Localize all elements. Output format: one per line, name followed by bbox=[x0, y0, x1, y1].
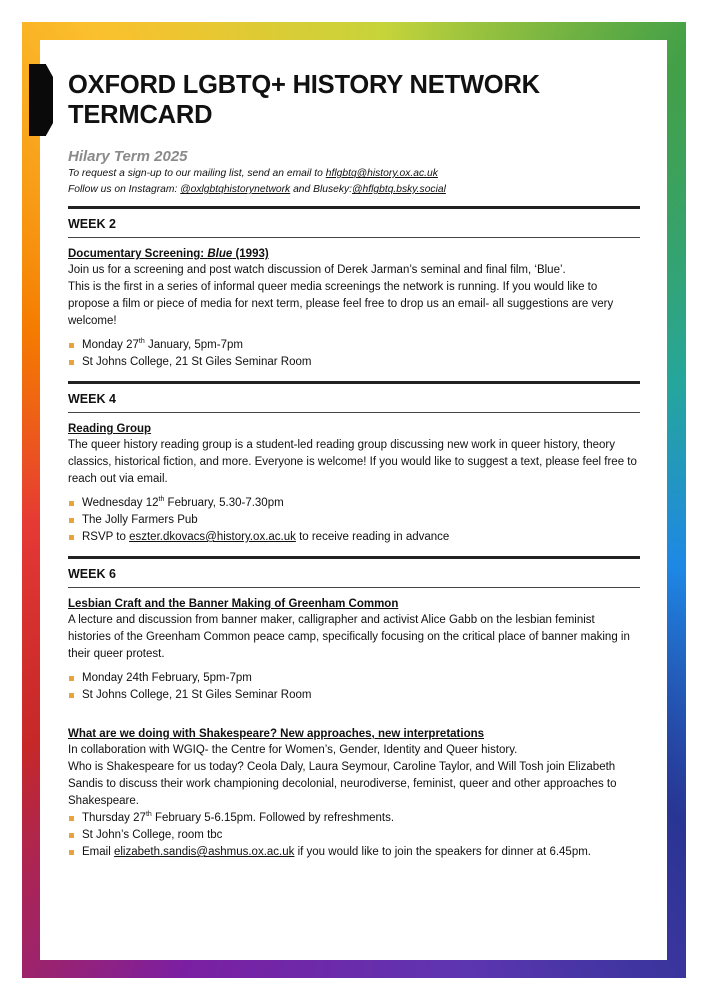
event-details-list bbox=[68, 495, 640, 546]
intro-social-line: Follow us on Instagram: @oxlgbtqhistorynetwork and Bluseky:@hflgbtq.bsky.social bbox=[68, 184, 446, 195]
event-details-list bbox=[68, 670, 640, 704]
list-item: St Johns College, 21 St Giles Seminar Room bbox=[68, 687, 640, 704]
event-title-reading-group: Reading Group bbox=[68, 423, 152, 435]
page-title: OXFORD LGBTQ+ HISTORY NETWORK TERMCARD bbox=[68, 71, 540, 129]
termcard-content bbox=[68, 70, 640, 861]
event-description: A lecture and discussion from banner maker, calligrapher and activist Alice Gabb on the lesbian feminist histories of the Greenham Common peace camp, specifically focusing on the critical place of banner making in their queer protest. bbox=[68, 614, 630, 660]
list-item: The Jolly Farmers Pub bbox=[68, 512, 640, 529]
bluesky-link[interactable]: @hflgbtq.bsky.social bbox=[352, 184, 446, 195]
event-details-list bbox=[68, 810, 640, 861]
section-divider-thin bbox=[68, 237, 640, 238]
list-item: St Johns College, 21 St Giles Seminar Room bbox=[68, 354, 640, 371]
week-4-heading: WEEK 4 bbox=[68, 392, 116, 406]
section-divider-thin bbox=[68, 412, 640, 413]
speaker-email-link[interactable]: elizabeth.sandis@ashmus.ox.ac.uk bbox=[113, 846, 295, 858]
week-2-heading: WEEK 2 bbox=[68, 217, 116, 231]
section-divider-thin bbox=[68, 587, 640, 588]
mailing-email-link[interactable]: hflgbtq@history.ox.ac.uk bbox=[325, 168, 438, 179]
event-description: This is the first in a series of informal queer media screenings the network is running. If you would like to propose a film or piece of media for next term, please feel free to drop us an email- all suggestions are very welcome! bbox=[68, 281, 614, 327]
term-subtitle: Hilary Term 2025 bbox=[68, 148, 188, 165]
list-item: St John’s College, room tbc bbox=[68, 827, 640, 844]
list-item: Monday 24th February, 5pm-7pm bbox=[68, 670, 640, 687]
black-tab-marker bbox=[29, 64, 53, 136]
event-title-shakespeare: What are we doing with Shakespeare? New approaches, new interpretations bbox=[68, 728, 485, 740]
instagram-link[interactable]: @oxlgbtqhistorynetwork bbox=[180, 184, 291, 195]
list-item: Wednesday 12th February, 5.30-7.30pm bbox=[68, 495, 640, 512]
rsvp-email-link[interactable]: eszter.dkovacs@history.ox.ac.uk bbox=[129, 531, 296, 543]
list-item: Monday 27th January, 5pm-7pm bbox=[68, 337, 640, 354]
list-item: Thursday 27th February 5-6.15pm. Followed by refreshments. bbox=[68, 810, 640, 827]
event-description: Join us for a screening and post watch discussion of Derek Jarman’s seminal and final film, ‘Blue’. bbox=[68, 264, 566, 276]
list-item: Email elizabeth.sandis@ashmus.ox.ac.uk if you would like to join the speakers for dinner at 6.45pm. bbox=[68, 844, 640, 861]
event-title-greenham: Lesbian Craft and the Banner Making of Greenham Common bbox=[68, 598, 399, 610]
event-title-screening: Documentary Screening: Blue (1993) bbox=[68, 248, 269, 260]
week-6-heading: WEEK 6 bbox=[68, 567, 116, 581]
list-item: RSVP to eszter.dkovacs@history.ox.ac.uk to receive reading in advance bbox=[68, 529, 640, 546]
event-details-list bbox=[68, 337, 640, 371]
event-description: In collaboration with WGIQ- the Centre for Women’s, Gender, Identity and Queer history. bbox=[68, 744, 518, 756]
intro-mailing-line: To request a sign-up to our mailing list, send an email to hflgbtq@history.ox.ac.uk bbox=[68, 168, 438, 179]
event-description: Who is Shakespeare for us today? Ceola Daly, Laura Seymour, Caroline Taylor, and Will Tosh join Elizabeth Sandis to discuss their work championing decolonial, neurodiverse, feminist, queer and other approaches to Shakespeare. bbox=[68, 761, 617, 807]
event-description: The queer history reading group is a student-led reading group discussing new work in queer history, theory classics, historical fiction, and more. Everyone is welcome! If you would like to suggest a text, please feel free to reach out via email. bbox=[68, 439, 637, 485]
